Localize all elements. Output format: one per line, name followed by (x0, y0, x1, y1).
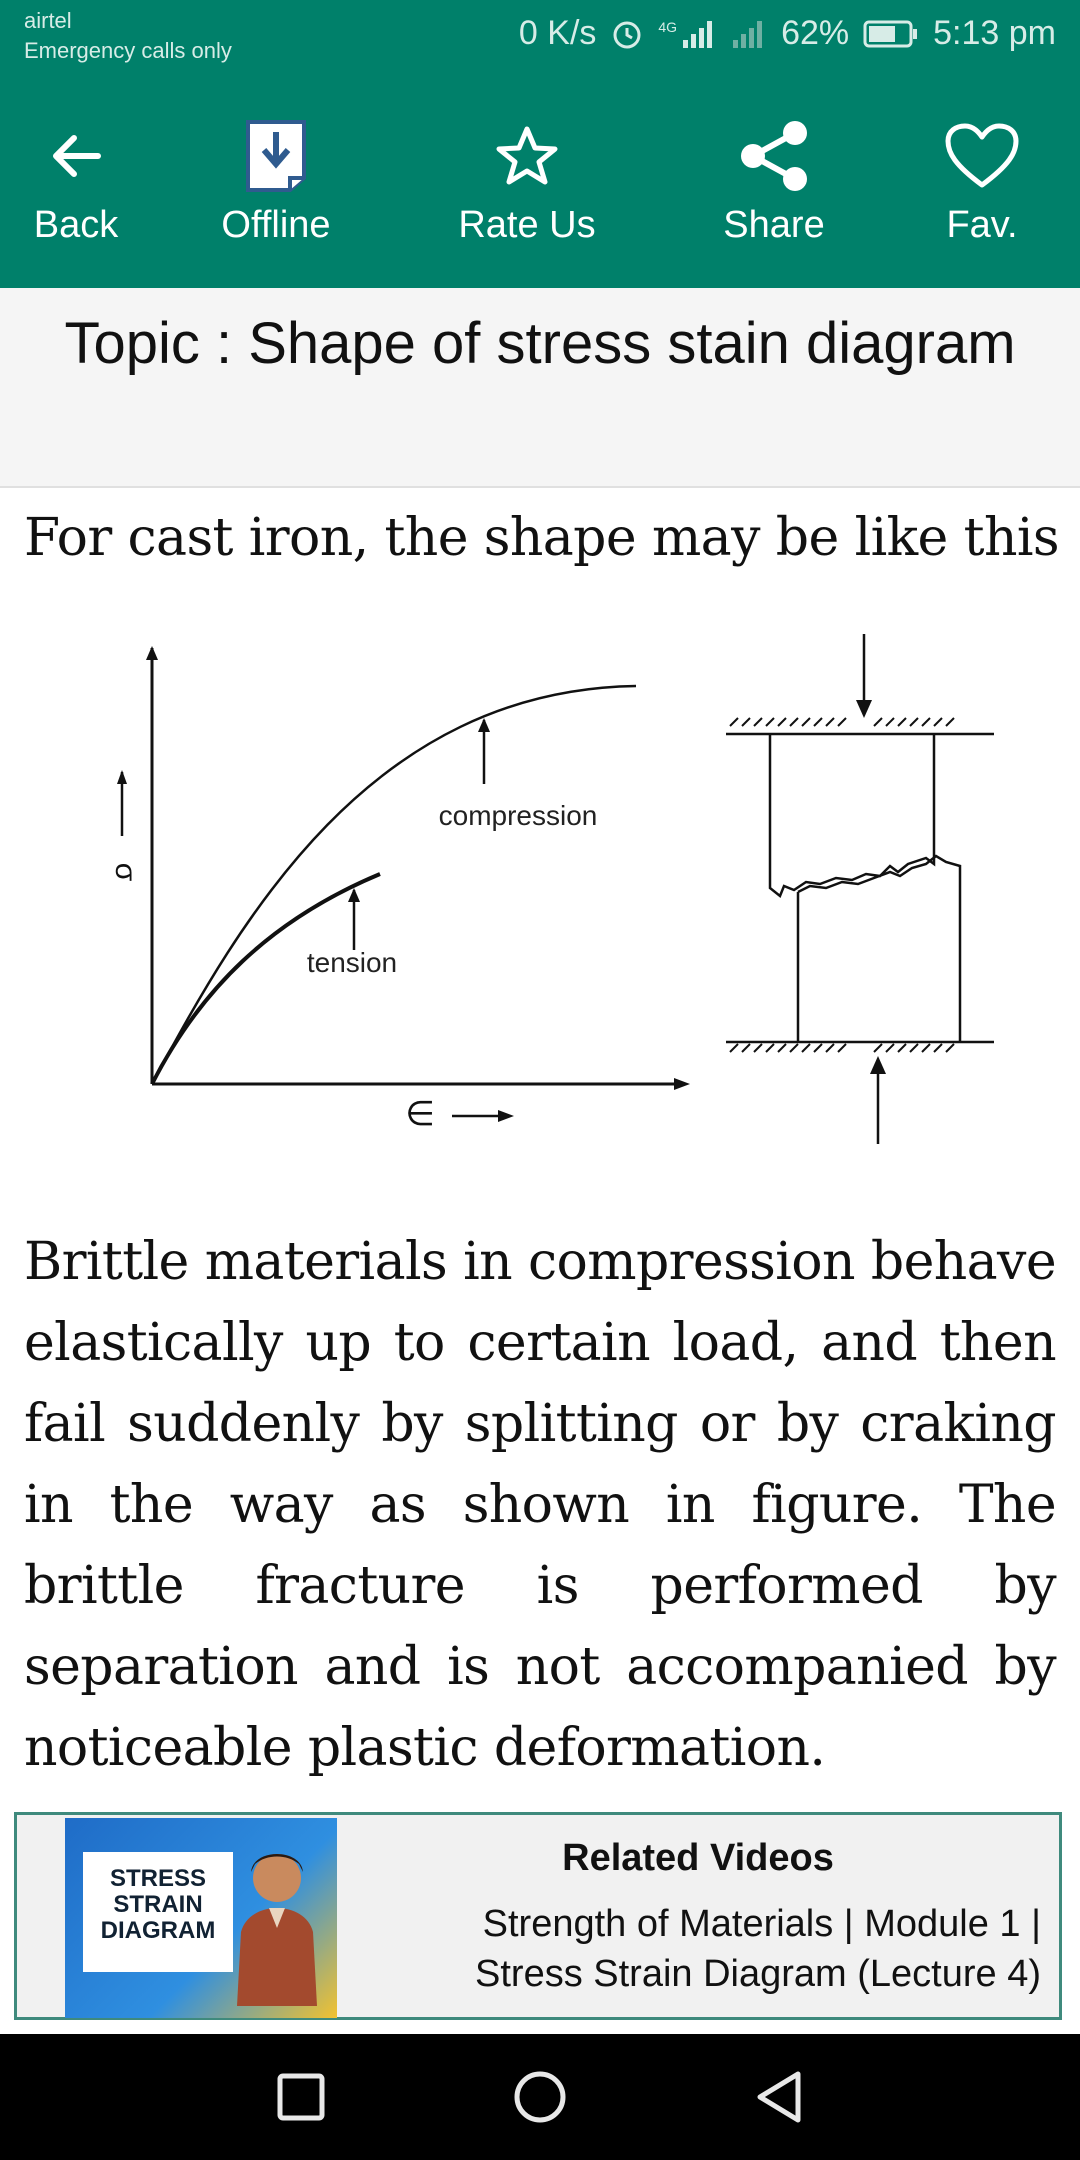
fractured-specimen (726, 634, 994, 1144)
related-videos-card[interactable] (14, 1812, 1062, 2020)
share-label: Share (723, 204, 825, 246)
favorite-label: Fav. (946, 204, 1018, 246)
offline-label: Offline (221, 204, 331, 246)
page-title: Topic : Shape of stress stain diagram (64, 311, 1016, 376)
related-videos-title: Related Videos (562, 1837, 834, 1879)
compression-label: compression (438, 800, 598, 831)
home-icon[interactable] (503, 2060, 577, 2134)
rate-us-label: Rate Us (458, 204, 596, 246)
stress-strain-figure (90, 620, 1010, 1160)
carrier-name: airtel (24, 8, 72, 33)
top-toolbar (0, 72, 1080, 288)
network-speed: 0 K/s (518, 14, 597, 52)
battery-icon (863, 19, 919, 49)
network-type: 4G (658, 18, 678, 35)
rate-us-button[interactable] (454, 72, 600, 288)
related-video-description[interactable]: Strength of Materials | Module 1 | Stress Strain Diagram (Lecture 4) (475, 1903, 1041, 1995)
body-paragraph: Brittle materials in compression behave elastically up to certain load, and then fail suddenly by splitting or by craking in the way as shown in figure. The brittle fracture is performed by separation and is not accompanied by noticeable plastic deformation. (24, 1232, 1056, 1778)
battery-percent: 62% (781, 14, 850, 52)
share-button[interactable] (716, 72, 832, 288)
status-right (519, 14, 1056, 53)
thumbnail-title: STRESS STRAIN DIAGRAM (100, 1865, 216, 1944)
emergency-text: Emergency calls only (24, 38, 232, 63)
heart-icon (945, 123, 1019, 189)
tension-label: tension (306, 947, 398, 978)
y-axis-label: σ (109, 862, 142, 882)
arrow-left-icon (48, 128, 104, 184)
offline-button[interactable] (212, 72, 340, 288)
back-nav-icon[interactable] (742, 2060, 816, 2134)
alarm-icon (610, 17, 644, 51)
signal-icon (681, 18, 717, 50)
back-button[interactable] (28, 72, 124, 288)
share-icon (737, 119, 811, 193)
status-left (24, 6, 232, 66)
clock: 5:13 pm (933, 14, 1056, 52)
status-bar (0, 0, 1080, 72)
stress-strain-diagram (90, 620, 1010, 1160)
intro-paragraph: For cast iron, the shape may be like this (24, 508, 1059, 568)
topic-header (0, 288, 1080, 488)
tension-curve (152, 874, 380, 1084)
compression-curve (152, 686, 636, 1084)
recent-apps-icon[interactable] (264, 2060, 338, 2134)
x-axis-label: ∈ (405, 1095, 435, 1133)
video-thumbnail[interactable] (65, 1818, 337, 2018)
download-file-icon (244, 118, 308, 194)
favorite-button[interactable] (940, 72, 1024, 288)
back-label: Back (33, 204, 119, 246)
presenter-image (231, 1836, 323, 2006)
star-icon (496, 125, 558, 187)
system-navigation-bar (0, 2034, 1080, 2160)
signal-no-service-icon (731, 18, 767, 50)
